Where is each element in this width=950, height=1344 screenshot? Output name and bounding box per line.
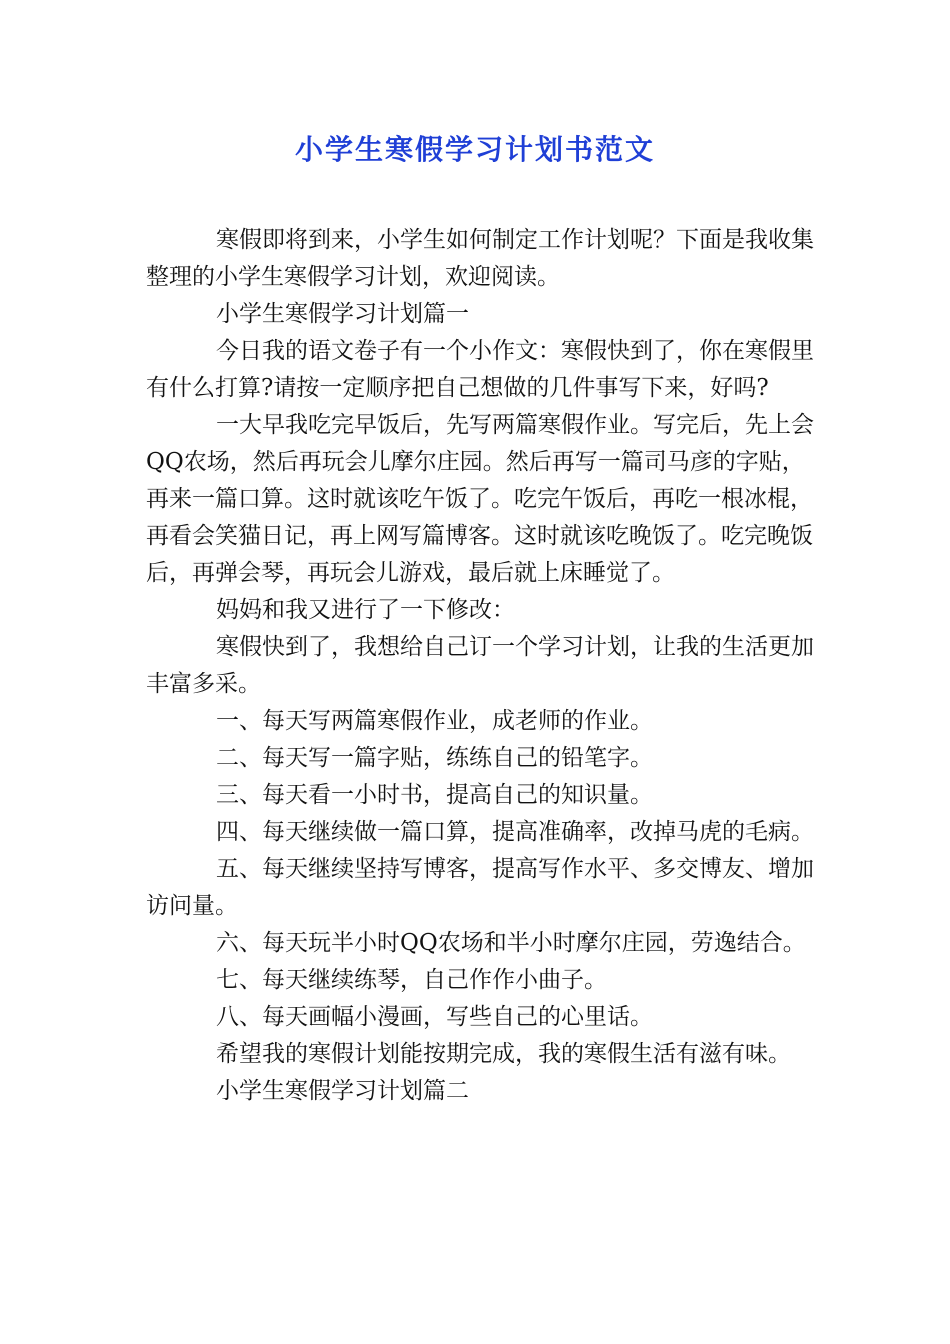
plan-item-8: 八、每天画幅小漫画，写些自己的心里话。 (216, 1004, 653, 1030)
document-body (146, 222, 816, 1110)
plan-item-6: 六、每天玩半小时QQ农场和半小时摩尔庄园，劳逸结合。 (216, 930, 806, 956)
paragraph: 寒假快到了，我想给自己订一个学习计划，让我的生活更加丰富多采。 (146, 634, 814, 697)
plan-item-1: 一、每天写两篇寒假作业，成老师的作业。 (216, 708, 653, 734)
paragraph-closing: 希望我的寒假计划能按期完成，我的寒假生活有滋有味。 (216, 1041, 791, 1067)
document-title: 小学生寒假学习计划书范文 (294, 133, 655, 166)
section-heading-2: 小学生寒假学习计划篇二 (216, 1078, 469, 1104)
plan-item-5: 五、每天继续坚持写博客，提高写作水平、多交博友、增加访问量。 (146, 856, 814, 919)
paragraph: 妈妈和我又进行了一下修改： (216, 597, 515, 623)
section-heading-1: 小学生寒假学习计划篇一 (216, 301, 469, 327)
paragraph: 今日我的语文卷子有一个小作文：寒假快到了，你在寒假里有什么打算?请按一定顺序把自己想做的几件事写下来，好吗? (146, 338, 814, 401)
paragraph: 一大早我吃完早饭后，先写两篇寒假作业。写完后，先上会QQ农场，然后再玩会儿摩尔庄园。然后再写一篇司马彦的字贴，再来一篇口算。这时就该吃午饭了。吃完午饭后，再吃一根冰棍，再看会笑猫日记，再上网写篇博客。这时就该吃晚饭了。吃完晚饭后，再弹会琴，再玩会儿游戏，最后就上床睡觉了。 (146, 412, 814, 586)
plan-item-2: 二、每天写一篇字贴，练练自己的铅笔字。 (216, 745, 653, 771)
plan-item-3: 三、每天看一小时书，提高自己的知识量。 (216, 782, 653, 808)
paragraph-intro: 寒假即将到来，小学生如何制定工作计划呢？下面是我收集整理的小学生寒假学习计划，欢迎阅读。 (146, 227, 814, 290)
plan-item-4: 四、每天继续做一篇口算，提高准确率，改掉马虎的毛病。 (216, 819, 814, 845)
plan-item-7: 七、每天继续练琴，自己作作小曲子。 (216, 967, 607, 993)
